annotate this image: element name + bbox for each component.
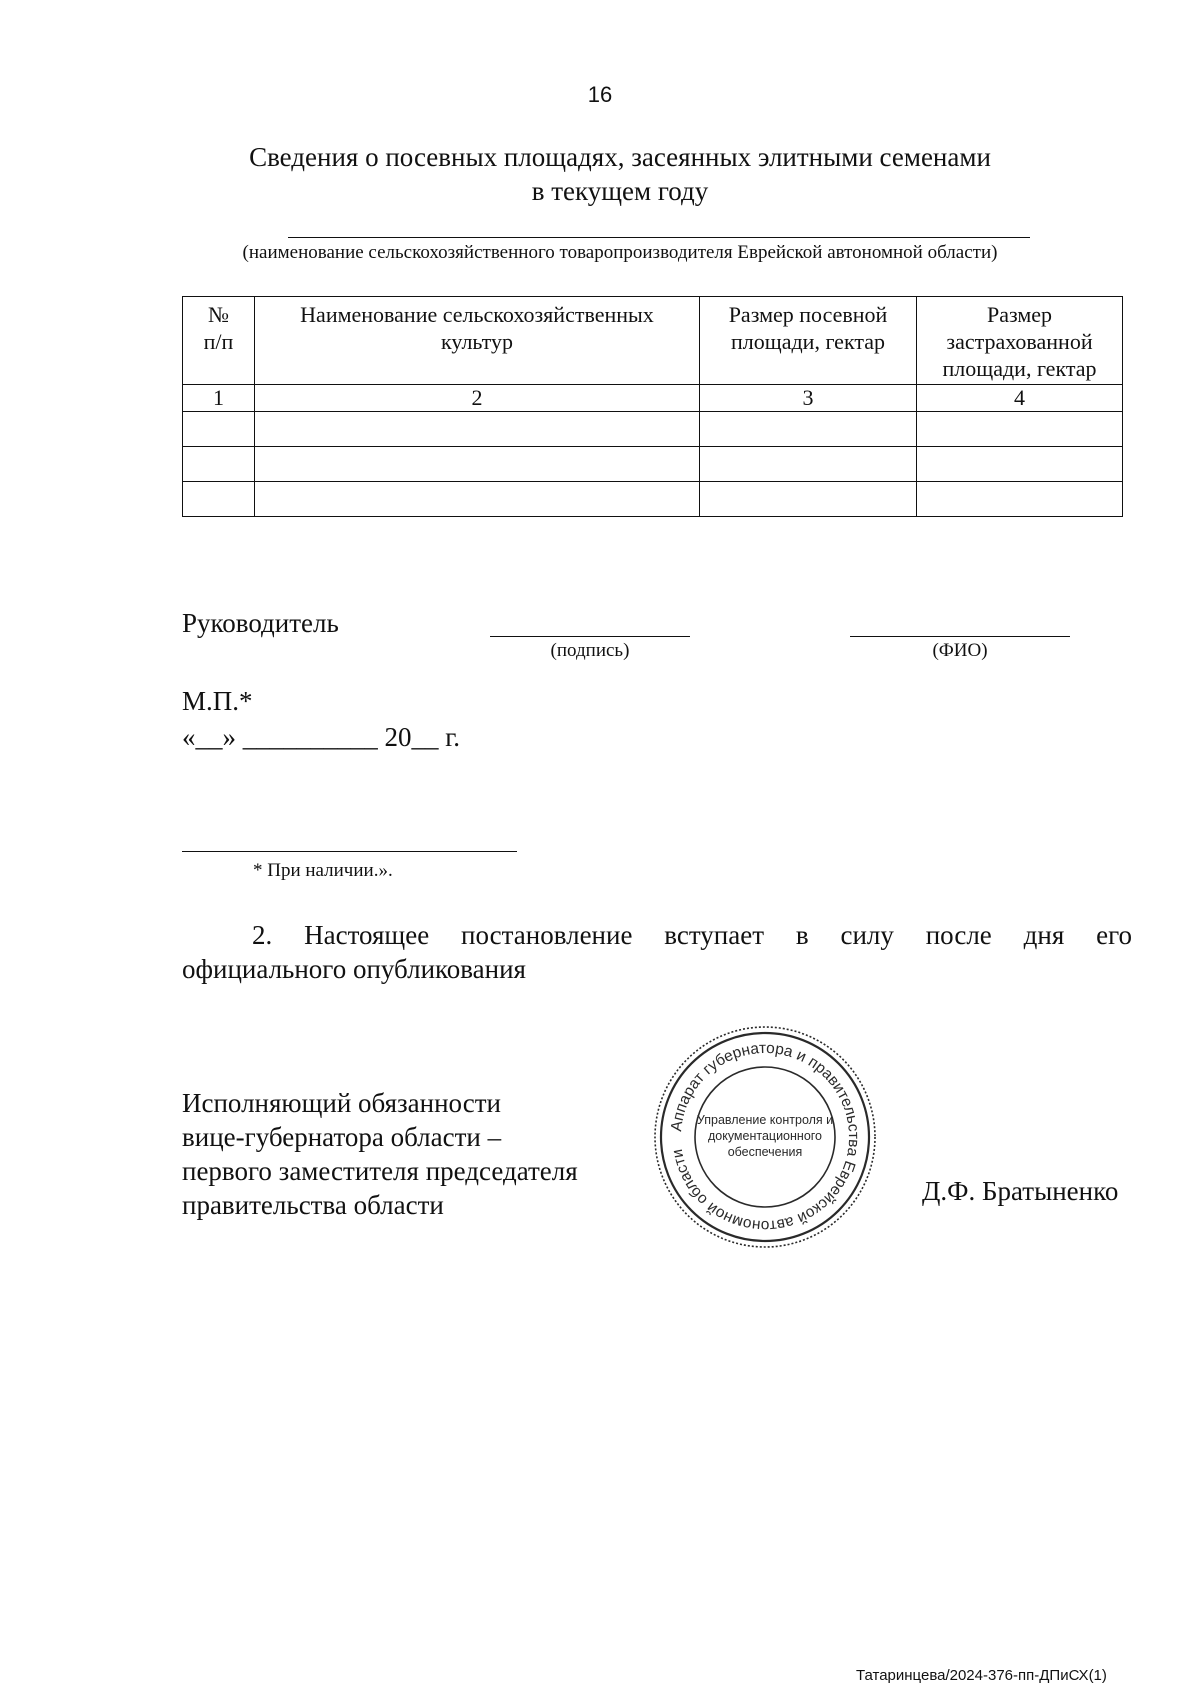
table-cell[interactable] [183, 447, 255, 482]
page-number: 16 [587, 82, 613, 107]
footnote: * При наличии.». [253, 860, 393, 881]
table-cell[interactable] [183, 412, 255, 447]
table-cell[interactable] [700, 482, 917, 517]
table-row [183, 447, 1123, 482]
table-cell[interactable] [255, 482, 700, 517]
seal-outer-text: Аппарат губернатора и правительства Еврейской автономной области [668, 1039, 863, 1235]
paragraph-line-2: официального опубликования [182, 954, 526, 984]
stamp-place-label: М.П.* [182, 686, 253, 716]
column-number: 4 [917, 385, 1123, 412]
table-row [183, 412, 1123, 447]
signer-name: Д.Ф. Братыненко [922, 1176, 1119, 1206]
table-cell[interactable] [917, 412, 1123, 447]
full-name-line[interactable] [850, 636, 1070, 637]
document-code: Татаринцева/2024-376-пп-ДПиСХ(1) [856, 1667, 1107, 1684]
full-name-caption: (ФИО) [932, 640, 988, 661]
seal-inner-line: Управление контроля и [696, 1113, 834, 1127]
table-cell[interactable] [917, 447, 1123, 482]
form-title-line-1: Сведения о посевных площадях, засеянных элитными семенами [249, 142, 991, 172]
column-number-row [183, 385, 1123, 412]
signer-position-line: Исполняющий обязанности [182, 1088, 501, 1118]
column-number: 1 [183, 385, 255, 412]
effective-date-paragraph [182, 918, 1132, 986]
producer-caption: (наименование сельскохозяйственного товаропроизводителя Еврейской автономной области) [242, 242, 998, 263]
header-insured-area: Размер застрахованной площади, гектар [917, 297, 1123, 385]
header-crop-name: Наименование сельскохозяйственных культур [255, 297, 700, 385]
table-cell[interactable] [255, 447, 700, 482]
header-sown-area: Размер посевной площади, гектар [700, 297, 917, 385]
signature-line[interactable] [490, 636, 690, 637]
form-title [180, 140, 1060, 208]
table-row [183, 482, 1123, 517]
seal-inner-line: документационного [707, 1129, 823, 1143]
producer-name-line [288, 237, 1030, 238]
table-header-row [183, 297, 1123, 385]
signer-position-line: вице-губернатора области – [182, 1122, 502, 1152]
column-number: 2 [255, 385, 700, 412]
header-number: № п/п [183, 297, 255, 385]
crops-table [182, 296, 1123, 517]
column-number: 3 [700, 385, 917, 412]
official-seal [652, 1024, 878, 1250]
signature-caption: (подпись) [550, 640, 630, 661]
signer-position-line: первого заместителя председателя [182, 1156, 578, 1186]
table-cell[interactable] [255, 412, 700, 447]
table-cell[interactable] [917, 482, 1123, 517]
signer-position [182, 1086, 578, 1222]
footnote-separator [182, 851, 517, 852]
date-line: «__» __________ 20__ г. [182, 722, 461, 752]
signer-position-line: правительства области [182, 1190, 444, 1220]
head-signature-label: Руководитель [182, 608, 339, 638]
form-title-line-2: в текущем году [531, 176, 709, 206]
paragraph-line-1: 2. Настоящее постановление вступает в силу после дня его [252, 920, 1132, 950]
table-cell[interactable] [183, 482, 255, 517]
table-cell[interactable] [700, 447, 917, 482]
table-cell[interactable] [700, 412, 917, 447]
seal-inner-line: обеспечения [727, 1145, 803, 1159]
